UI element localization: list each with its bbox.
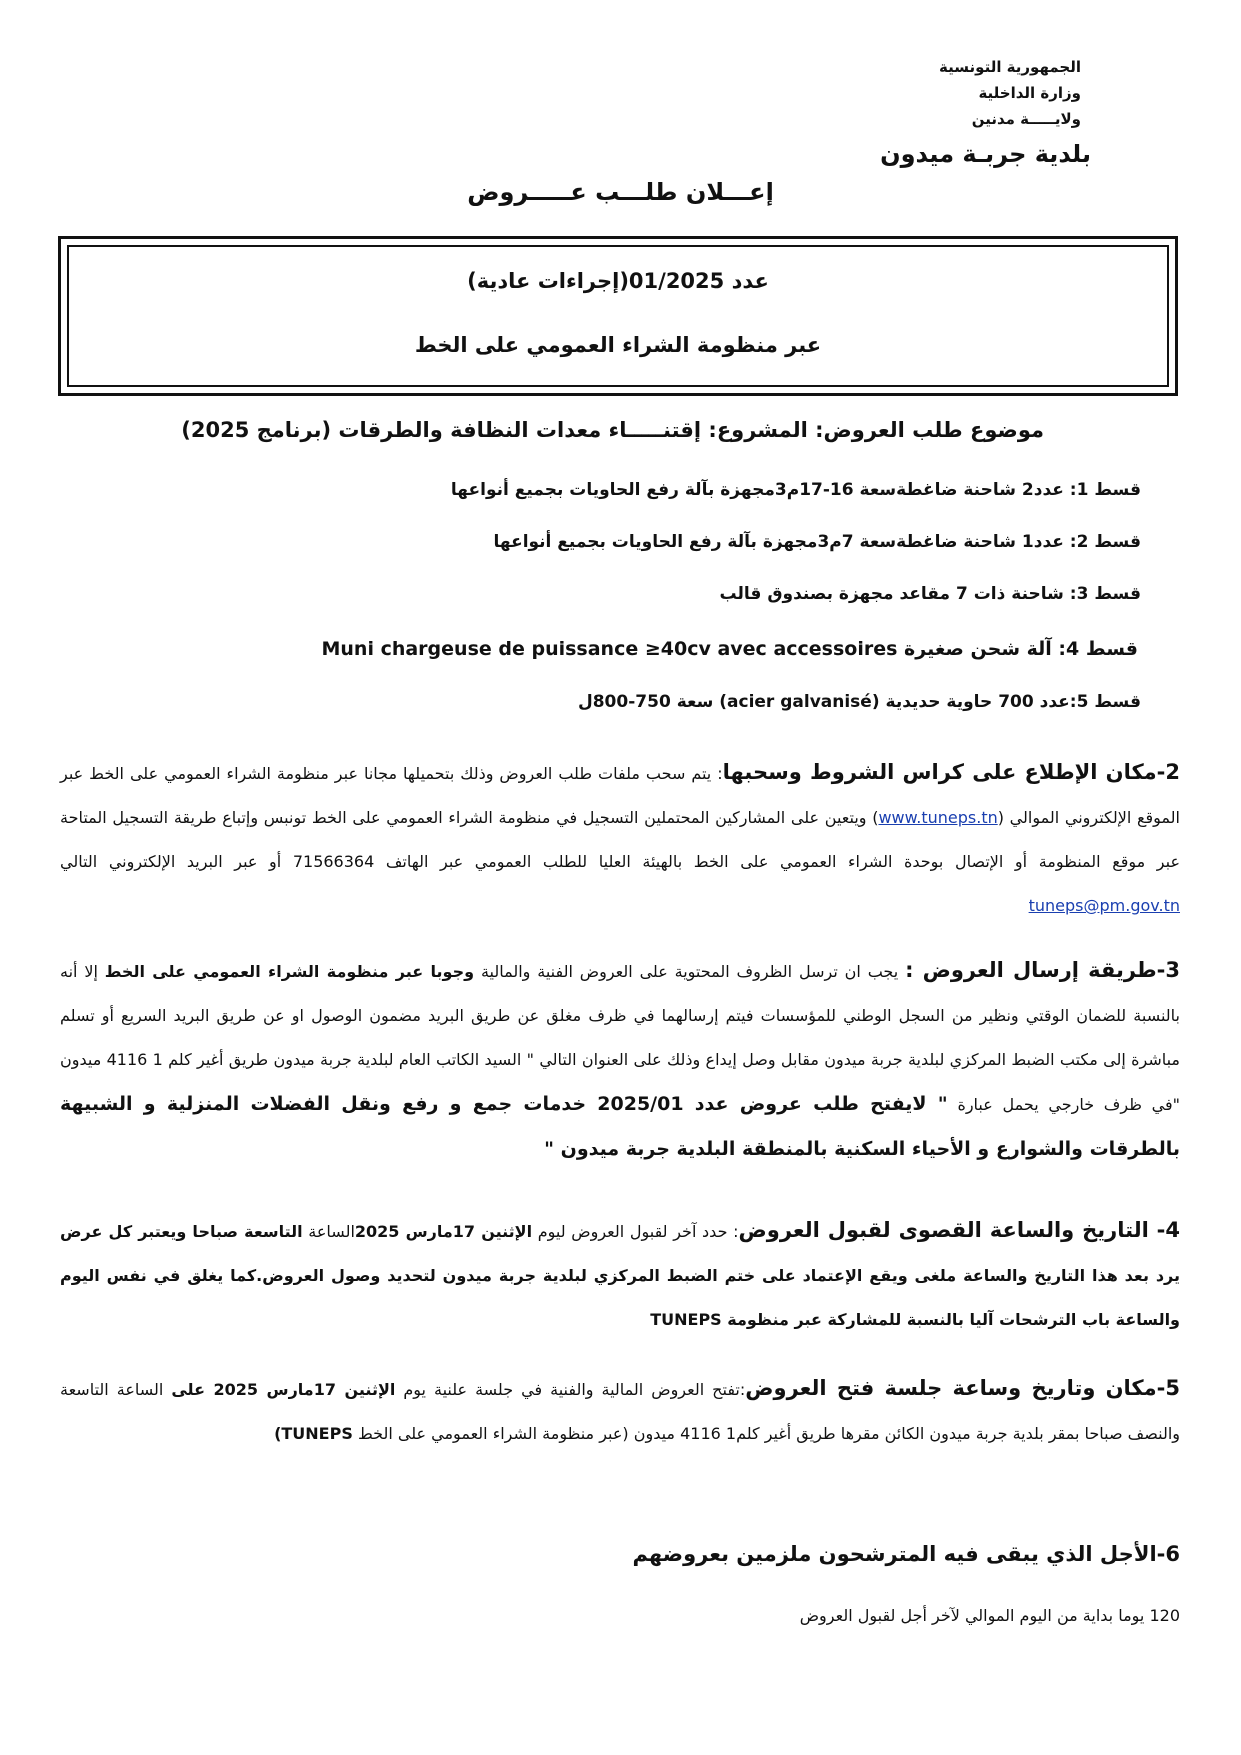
header-municipality: بلدية جربـة ميدون	[880, 140, 1091, 168]
section-3-text-b: إلا أنه بالنسبة للضمان الوقتي ونظير من السجل الوطني للمؤسسات فيتم إرسالهما في ظرف مغلق عن طريق البريد مضمون الوصول او عن طريق البريد السريع أو تسلم مباشرة إلى مكتب الضبط المركزي لبلدية جربة ميدون مقابل وصل إيداع وذلك على العنوان التالي " السيد الكاتب العام لبلدية جربة ميدون طريق أغير كلم 1 4116 ميدون "في ظرف خارجي يحمل عبارة	[60, 962, 1181, 1114]
lot-1: قسط 1: عدد2 شاحنة ضاغطةسعة 16-17م3مجهزة بآلة رفع الحاويات بجميع أنواعها	[450, 480, 1141, 500]
section-4-bold-a: الإثنين 17مارس 2025	[354, 1222, 533, 1241]
section-5-bold-b: TUNEPS)	[274, 1424, 353, 1443]
title-box	[58, 236, 1178, 396]
section-3-bold-a: وجوبا عبر منظومة الشراء العمومي على الخط	[104, 962, 475, 981]
tender-platform: عبر منظومة الشراء العمومي على الخط	[414, 333, 822, 357]
announcement-title: إعـــلان طلـــب عـــــروض	[467, 178, 774, 206]
section-2-text-b: ) ويتعين على المشاركين المحتملين التسجيل في منظومة الشراء العمومي على الخط تونبس وإتباع طريقة التسجيل المتاحة عبر موقع المنظومة أو الإتصال بوحدة الشراء العمومي على الخط بالهيئة العليا للطلب العمومي عبر الهاتف 71566364 أو عبر البريد الإلكتروني التالي	[60, 808, 1181, 871]
section-6-heading: 6-الأجل الذي يبقى فيه المترشحون ملزمين بعروضهم	[632, 1542, 1180, 1566]
section-5-heading: 5-مكان وتاريخ وساعة جلسة فتح العروض	[745, 1376, 1180, 1400]
email-link[interactable]: tuneps@pm.gov.tn	[1028, 896, 1180, 915]
header-governorate: ولايـــــة مدنين	[971, 110, 1081, 128]
tender-number: عدد 01/2025(إجراءات عادية)	[467, 269, 769, 293]
section-4-text-b: الساعة	[308, 1222, 355, 1241]
section-5-text-b: الساعة التاسعة والنصف صباحا بمقر بلدية جربة ميدون الكائن مقرها طريق أغير كلم1 4116 ميدون (عبر منظومة الشراء العمومي على الخط	[60, 1380, 1180, 1443]
section-4-heading: 4- التاريخ والساعة القصوى لقبول العروض	[738, 1218, 1181, 1242]
header-republic: الجمهورية التونسية	[939, 58, 1081, 76]
section-5-bold-a: الإثنين 17مارس 2025 على	[171, 1380, 396, 1399]
section-3-text-a: يجب ان ترسل الظروف المحتوية على العروض الفنية والمالية	[480, 962, 899, 981]
website-link[interactable]: www.tuneps.tn	[878, 808, 998, 827]
section-6	[60, 1532, 1180, 1578]
section-4-text-a: : حدد آخر لقبول العروض ليوم	[537, 1222, 739, 1241]
header-ministry: وزارة الداخلية	[978, 84, 1081, 102]
section-3-heading: 3-طريقة إرسال العروض :	[905, 958, 1181, 982]
lot-5: قسط 5:عدد 700 حاوية حديدية (acier galvanisé) سعة 750-800ل	[577, 692, 1141, 712]
section-3	[60, 948, 1180, 1172]
tender-subject: موضوع طلب العروض: المشروع: إقتنـــــاء معدات النظافة والطرقات (برنامج 2025)	[181, 418, 1044, 442]
lot-3: قسط 3: شاحنة ذات 7 مقاعد مجهزة بصندوق قالب	[719, 584, 1141, 604]
section-4	[60, 1208, 1180, 1342]
title-box-inner	[67, 245, 1169, 387]
lot-2: قسط 2: عدد1 شاحنة ضاغطةسعة 7م3مجهزة بآلة رفع الحاويات بجميع أنواعها	[493, 532, 1141, 552]
section-3-bold-b: " لايفتح طلب عروض عدد 2025/01 خدمات جمع و رفع ونقل الفضلات المنزلية و الشبيهة بالطرقات والشوارع و الأحياء السكنية بالمنطقة البلدية جربة ميدون "	[60, 1093, 1180, 1160]
section-4-bold-b: التاسعة صباحا ويعتبر كل عرض يرد بعد هذا التاريخ والساعة ملغى ويقع الإعتماد على ختم الضبط المركزي لبلدية جربة ميدون لتحديد وصول العروض.كما يغلق في نفس اليوم والساعة باب الترشحات آليا بالنسبة للمشاركة عبر منظومة TUNEPS	[60, 1222, 1180, 1329]
section-6-text: 120 يوما بداية من اليوم الموالي لآخر أجل لقبول العروض	[799, 1606, 1180, 1625]
lot-4: قسط 4: آلة شحن صغيرة Muni chargeuse de puissance ≥40cv avec accessoires	[321, 638, 1138, 660]
section-5	[60, 1366, 1180, 1456]
section-2-text-a: : يتم سحب ملفات طلب العروض وذلك بتحميلها مجانا عبر منظومة الشراء العمومي على الخط عبر الموقع الإلكتروني الموالي (	[60, 764, 1180, 827]
section-5-text-a: :تفتح العروض المالية والفنية في جلسة علنية يوم	[403, 1380, 746, 1399]
section-2-heading: 2-مكان الإطلاع على كراس الشروط وسحبها	[722, 760, 1181, 784]
section-2	[60, 750, 1180, 928]
